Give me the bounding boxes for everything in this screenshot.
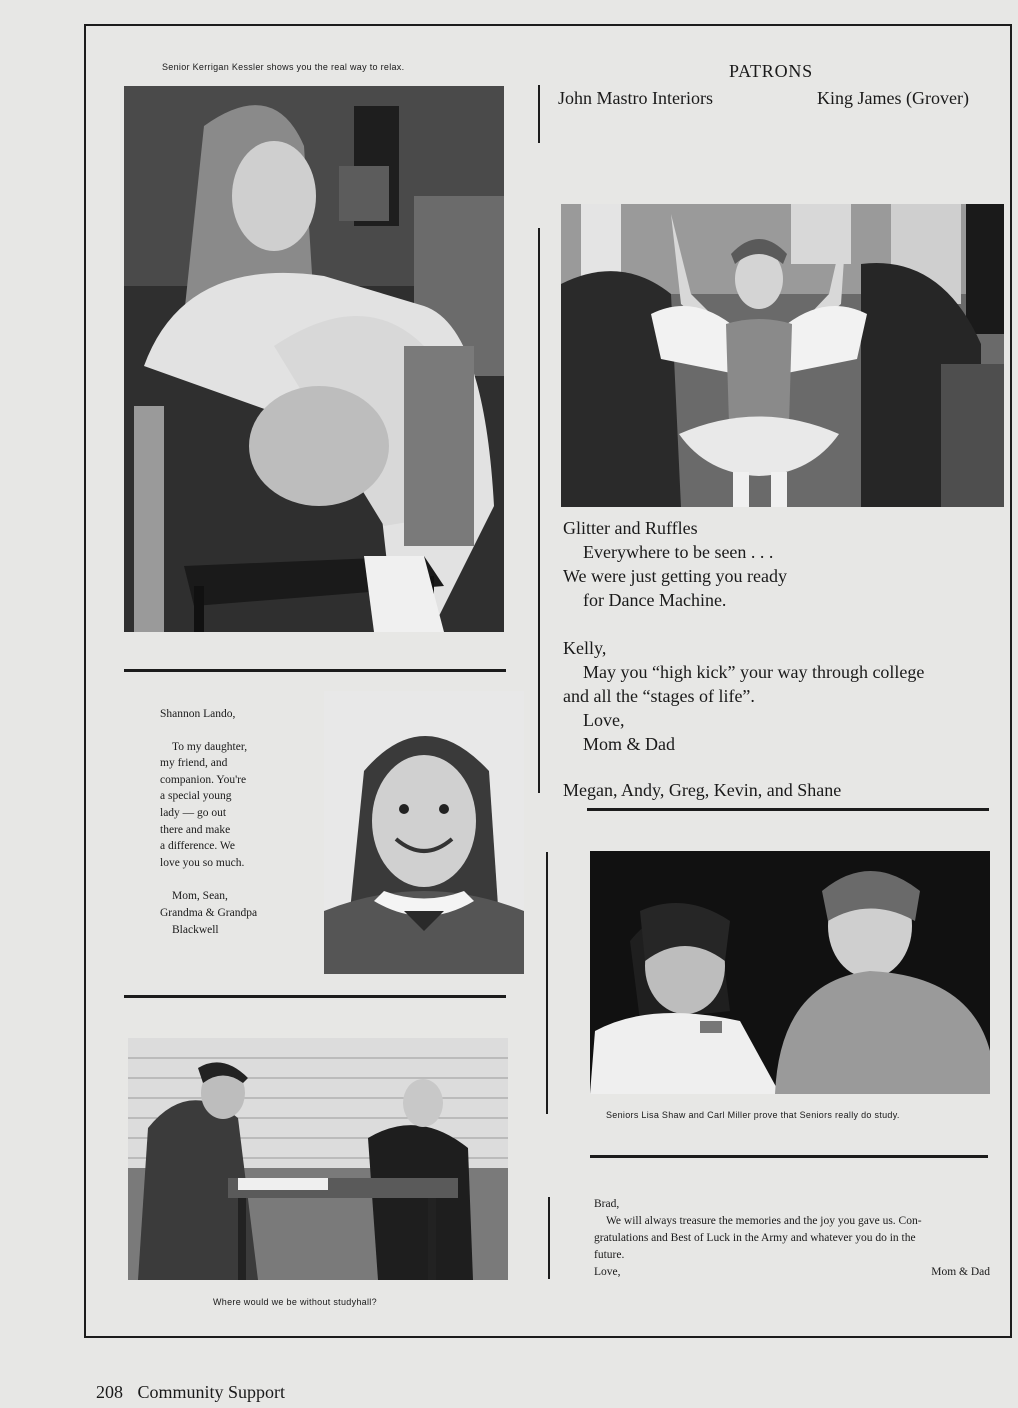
message-line: To my daughter, — [172, 740, 248, 753]
message-line: and all the “stages of life”. — [563, 686, 755, 706]
page-footer — [96, 1382, 285, 1403]
signature-line: Mom, Sean, — [172, 890, 228, 903]
message-line: May you “high kick” your way through college — [583, 662, 925, 682]
photo-lisa-and-carl — [590, 851, 990, 1094]
photo-kelly-dancer — [561, 204, 1004, 507]
message-line: We will always treasure the memories and the joy you gave us. Con- — [606, 1215, 922, 1227]
message-line: a special young — [160, 790, 232, 803]
poem-line: for Dance Machine. — [583, 590, 727, 610]
closing: Love, — [583, 710, 625, 730]
relax-caption: Senior Kerrigan Kessler shows you the real way to relax. — [162, 62, 405, 72]
message-line: lady — go out — [160, 806, 227, 819]
signature: Mom & Dad — [583, 734, 675, 754]
shannon-greeting: Shannon Lando, — [160, 708, 236, 720]
patron-name: John Mastro Interiors — [558, 88, 713, 108]
kelly-greeting: Kelly, — [563, 638, 607, 658]
signature-line: Grandma & Grandpa — [160, 906, 258, 919]
divider — [124, 669, 506, 672]
divider — [124, 995, 506, 998]
column-rule — [538, 228, 540, 793]
poem-line: Everywhere to be seen . . . — [583, 542, 774, 562]
column-rule — [538, 85, 540, 143]
section-title: Community Support — [137, 1382, 286, 1402]
kelly-message — [563, 516, 1003, 802]
shannon-message — [160, 706, 310, 938]
divider — [587, 808, 989, 811]
message-line: companion. You're — [160, 773, 247, 786]
photo-shannon-portrait — [324, 691, 524, 974]
photo-studyhall — [128, 1038, 508, 1280]
page-number: 208 — [96, 1382, 123, 1402]
divider — [590, 1155, 988, 1158]
closing: Love, — [594, 1266, 621, 1278]
brad-message — [594, 1196, 992, 1281]
poem-line: We were just getting you ready — [563, 566, 787, 586]
patrons-heading: PATRONS — [729, 61, 813, 81]
signature-line: Blackwell — [172, 923, 219, 936]
column-rule — [548, 1197, 550, 1279]
message-line: love you so much. — [160, 856, 245, 869]
patron-name: King James (Grover) — [817, 88, 969, 108]
signature: Mom & Dad — [931, 1266, 990, 1278]
column-rule — [546, 852, 548, 1114]
message-line: gratulations and Best of Luck in the Army and whatever you do in the — [594, 1232, 916, 1244]
message-line: a difference. We — [160, 840, 235, 853]
photo-kerrigan-relaxing — [124, 86, 504, 632]
message-line: future. — [594, 1249, 625, 1261]
message-line: my friend, and — [160, 757, 228, 770]
message-line: there and make — [160, 823, 231, 836]
siblings-line: Megan, Andy, Greg, Kevin, and Shane — [563, 780, 842, 800]
studyhall-caption: Where would we be without studyhall? — [213, 1297, 377, 1307]
brad-greeting: Brad, — [594, 1198, 620, 1210]
seniors-caption: Seniors Lisa Shaw and Carl Miller prove that Seniors really do study. — [606, 1110, 900, 1120]
poem-line: Glitter and Ruffles — [563, 518, 698, 538]
